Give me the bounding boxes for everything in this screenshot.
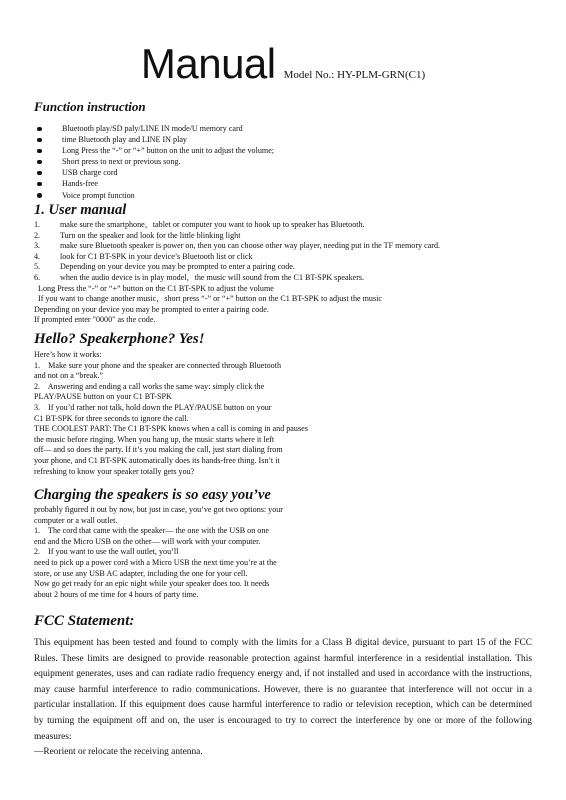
body-line: 1. Make sure your phone and the speaker are connected through Bluetooth bbox=[34, 360, 282, 370]
document-title bbox=[0, 40, 566, 88]
body-line: your phone, and C1 BT-SPK automatically does its hands-free thing. Isn’t it bbox=[34, 455, 280, 465]
function-list bbox=[34, 123, 274, 201]
body-line: and not on a “break.” bbox=[34, 371, 103, 381]
extra-line: If prompted enter "0000" as the code. bbox=[34, 315, 156, 325]
function-item: Hands-free bbox=[34, 178, 274, 189]
fcc-measure: —Reorient or relocate the receiving antenna. bbox=[34, 747, 203, 758]
step-item: 2. Turn on the speaker and look for the little blinking light bbox=[34, 230, 241, 240]
body-line: C1 BT-SPK for three seconds to ignore the call. bbox=[34, 413, 189, 423]
function-item: USB charge cord bbox=[34, 167, 274, 178]
function-instruction-heading: Function instruction bbox=[34, 99, 146, 114]
speakerphone-body bbox=[34, 350, 308, 477]
user-manual-heading: 1. User manual bbox=[34, 202, 127, 218]
body-line: Here’s how it works: bbox=[34, 350, 102, 359]
bullet-icon bbox=[37, 182, 42, 187]
step-item: 4. look for C1 BT-SPK in your device’s Bluetooth list or click bbox=[34, 251, 253, 261]
charging-heading: Charging the speakers is so easy you’ve bbox=[34, 487, 271, 503]
body-line: 3. If you’d rather not talk, hold down the PLAY/PAUSE button on your bbox=[34, 402, 272, 412]
body-line: PLAY/PAUSE button on your C1 BT-SPK bbox=[34, 392, 172, 402]
speakerphone-heading: Hello? Speakerphone? Yes! bbox=[34, 331, 205, 347]
body-line: end and the Micro USB on the other— will work with your computer. bbox=[34, 536, 261, 546]
body-line: probably figured it out by now, but just in case, you’ve got two options: your bbox=[34, 505, 284, 514]
bullet-icon bbox=[37, 171, 42, 176]
body-line: Now go get ready for an epic night while your speaker does too. It needs bbox=[34, 579, 270, 589]
bullet-icon bbox=[37, 160, 42, 165]
fcc-heading: FCC Statement: bbox=[34, 613, 135, 629]
extra-line: If you want to change another music，short press “-” or “+” button on the C1 BT-SPK to adjust the music bbox=[34, 294, 382, 304]
body-line: about 2 hours of me time for 4 hours of party time. bbox=[34, 589, 199, 599]
body-line: computer or a wall outlet. bbox=[34, 515, 118, 525]
function-item: Voice prompt function bbox=[34, 190, 274, 201]
body-line: THE COOLEST PART: The C1 BT-SPK knows when a call is coming in and pauses bbox=[34, 424, 308, 434]
user-manual-steps bbox=[34, 220, 440, 326]
step-item: 6. when the audio device is in play model，the music will sound from the C1 BT-SPK speakers. bbox=[34, 272, 365, 282]
step-item: 3. make sure Bluetooth speaker is power on, then you can choose other way player, needing put in the TF memory card. bbox=[34, 241, 441, 251]
body-line: off— and so does the party. If it’s you making the call, just start dialing from bbox=[34, 445, 283, 455]
function-item: time Bluetooth play and LINE IN play bbox=[34, 134, 274, 145]
body-line: the music before ringing. When you hang up, the music starts where it left bbox=[34, 434, 275, 444]
body-line: store, or use any USB AC adapter, including the one for your cell. bbox=[34, 568, 248, 578]
function-item: Bluetooth play/SD paly/LINE IN mode/U memory card bbox=[34, 123, 274, 134]
charging-body bbox=[34, 505, 283, 600]
function-item: Short press to next or previous song. bbox=[34, 156, 274, 167]
fcc-paragraph: This equipment has been tested and found to comply with the limits for a Class B digital device, pursuant to part 15 of the FCC Rules. These limits are designed to provide reasonable protection against harmful interference in a residential installation. This equipment generates, uses and can radiate radio frequency energy and, if not installed and used in accordance with the instructions, may cause harmful interference to radio communications. However, there is no guarantee that interference will not occur in a particular installation. If this equipment does cause harmful interference to radio or television reception, which can be determined by turning the equipment off and on, the user is encouraged to try to correct the interference by one or more of the following measures: bbox=[34, 638, 532, 742]
extra-line: Depending on your device you may be prompted to enter a pairing code. bbox=[34, 304, 269, 314]
extra-line: Long Press the “-” or “+” button on the C1 BT-SPK to adjust the volume bbox=[34, 283, 274, 293]
step-item: 1. make sure the smartphone，tablet or computer you want to hook up to speaker has Bluetooth. bbox=[34, 220, 365, 229]
bullet-icon bbox=[37, 127, 42, 132]
bullet-icon bbox=[37, 149, 42, 154]
bullet-icon bbox=[37, 138, 42, 143]
manual-title: Manual bbox=[140, 40, 276, 87]
bullet-icon bbox=[37, 193, 42, 198]
body-line: need to pick up a power cord with a Micro USB the next time you’re at the bbox=[34, 557, 277, 567]
model-number: Model No.: HY-PLM-GRN(C1) bbox=[283, 69, 426, 81]
body-line: 1. The cord that came with the speaker— the one with the USB on one bbox=[34, 526, 269, 536]
fcc-statement bbox=[34, 636, 532, 761]
step-item: 5. Depending on your device you may be prompted to enter a pairing code. bbox=[34, 262, 295, 272]
body-line: 2. If you want to use the wall outlet, you’ll bbox=[34, 547, 179, 557]
function-item: Long Press the “-” or “+” button on the unit to adjust the volume; bbox=[34, 145, 274, 156]
body-line: refreshing to know your speaker totally gets you? bbox=[34, 466, 195, 476]
body-line: 2. Answering and ending a call works the same way: simply click the bbox=[34, 381, 265, 391]
